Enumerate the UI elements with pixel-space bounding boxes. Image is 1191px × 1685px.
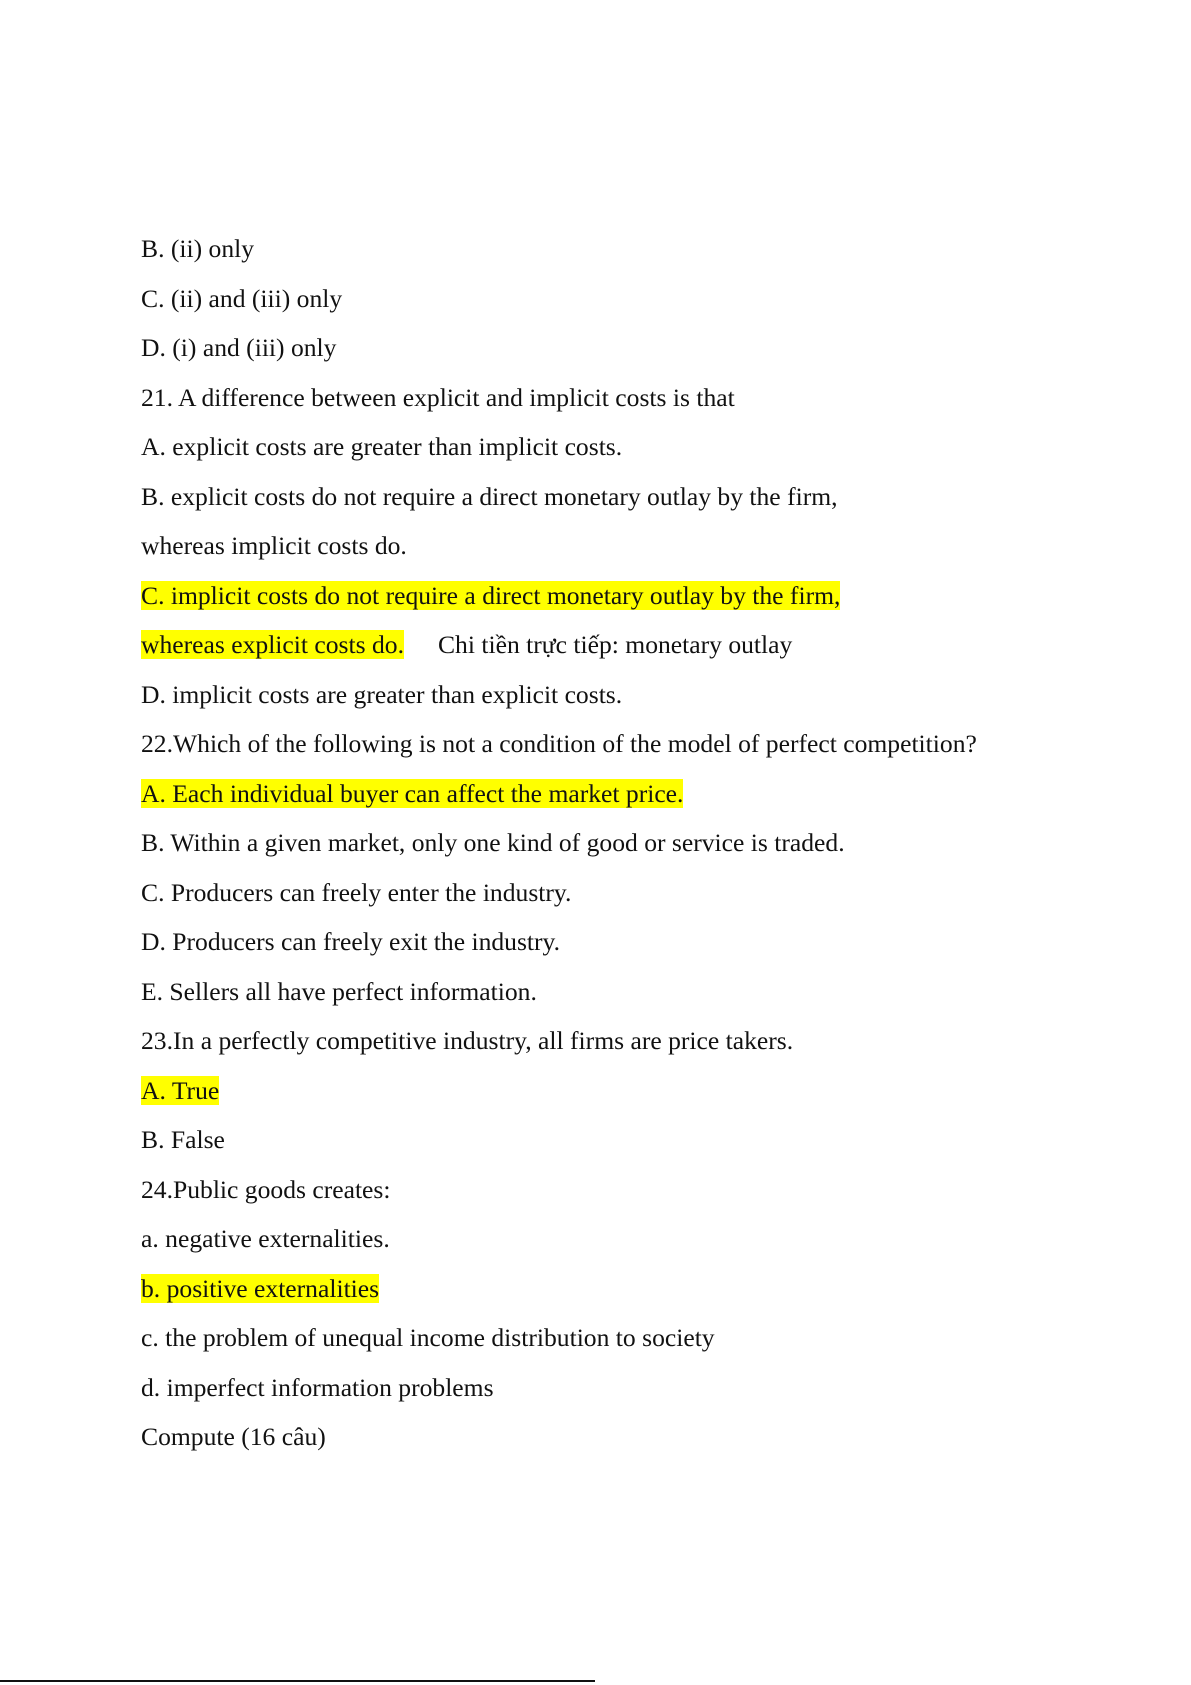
footer-divider (0, 1680, 595, 1682)
highlighted-answer: b. positive externalities (141, 1273, 380, 1303)
question-22-option-d: D. Producers can freely exit the industry. (141, 927, 561, 956)
option-b-previous-question: B. (ii) only (141, 234, 255, 263)
highlighted-answer: A. Each individual buyer can affect the market price. (141, 778, 684, 808)
question-24: 24.Public goods creates: (141, 1174, 391, 1204)
question-21-option-b: B. explicit costs do not require a direct monetary outlay by the firm, (141, 481, 838, 511)
question-23-option-a-answer (141, 1066, 1141, 1116)
question-23-option-b: B. False (141, 1125, 225, 1154)
question-22-option-a-answer (141, 769, 1141, 819)
question-21-option-c-answer-continued (141, 620, 1141, 670)
question-24-option-d: d. imperfect information problems (141, 1372, 494, 1402)
question-21-option-b-continued: whereas implicit costs do. (141, 531, 407, 560)
question-23: 23.In a perfectly competitive industry, all firms are price takers. (141, 1026, 794, 1055)
question-24-option-c: c. the problem of unequal income distribution to society (141, 1323, 715, 1352)
option-c-previous-question: C. (ii) and (iii) only (141, 283, 343, 313)
question-21-option-a: A. explicit costs are greater than implicit costs. (141, 432, 623, 461)
question-24-option-b-answer (141, 1264, 1141, 1314)
translation-note: Chi tiền trực tiếp: monetary outlay (437, 630, 793, 659)
question-22: 22.Which of the following is not a condition of the model of perfect competition? (141, 729, 977, 758)
highlighted-answer: C. implicit costs do not require a direct monetary outlay by the firm, (141, 580, 841, 610)
question-24-option-a: a. negative externalities. (141, 1224, 390, 1253)
question-21-option-c-answer (141, 571, 1141, 621)
question-21-option-d: D. implicit costs are greater than explicit costs. (141, 679, 623, 709)
option-d-previous-question: D. (i) and (iii) only (141, 333, 337, 362)
question-22-option-c: C. Producers can freely enter the industry. (141, 877, 572, 907)
highlighted-answer: A. True (141, 1075, 220, 1105)
document-body (141, 224, 1141, 1462)
question-21: 21. A difference between explicit and implicit costs is that (141, 382, 735, 412)
section-heading-compute: Compute (16 câu) (141, 1422, 326, 1451)
question-22-option-b: B. Within a given market, only one kind of good or service is traded. (141, 828, 845, 857)
question-22-option-e: E. Sellers all have perfect information. (141, 976, 537, 1006)
highlighted-answer: whereas explicit costs do. (141, 630, 404, 659)
